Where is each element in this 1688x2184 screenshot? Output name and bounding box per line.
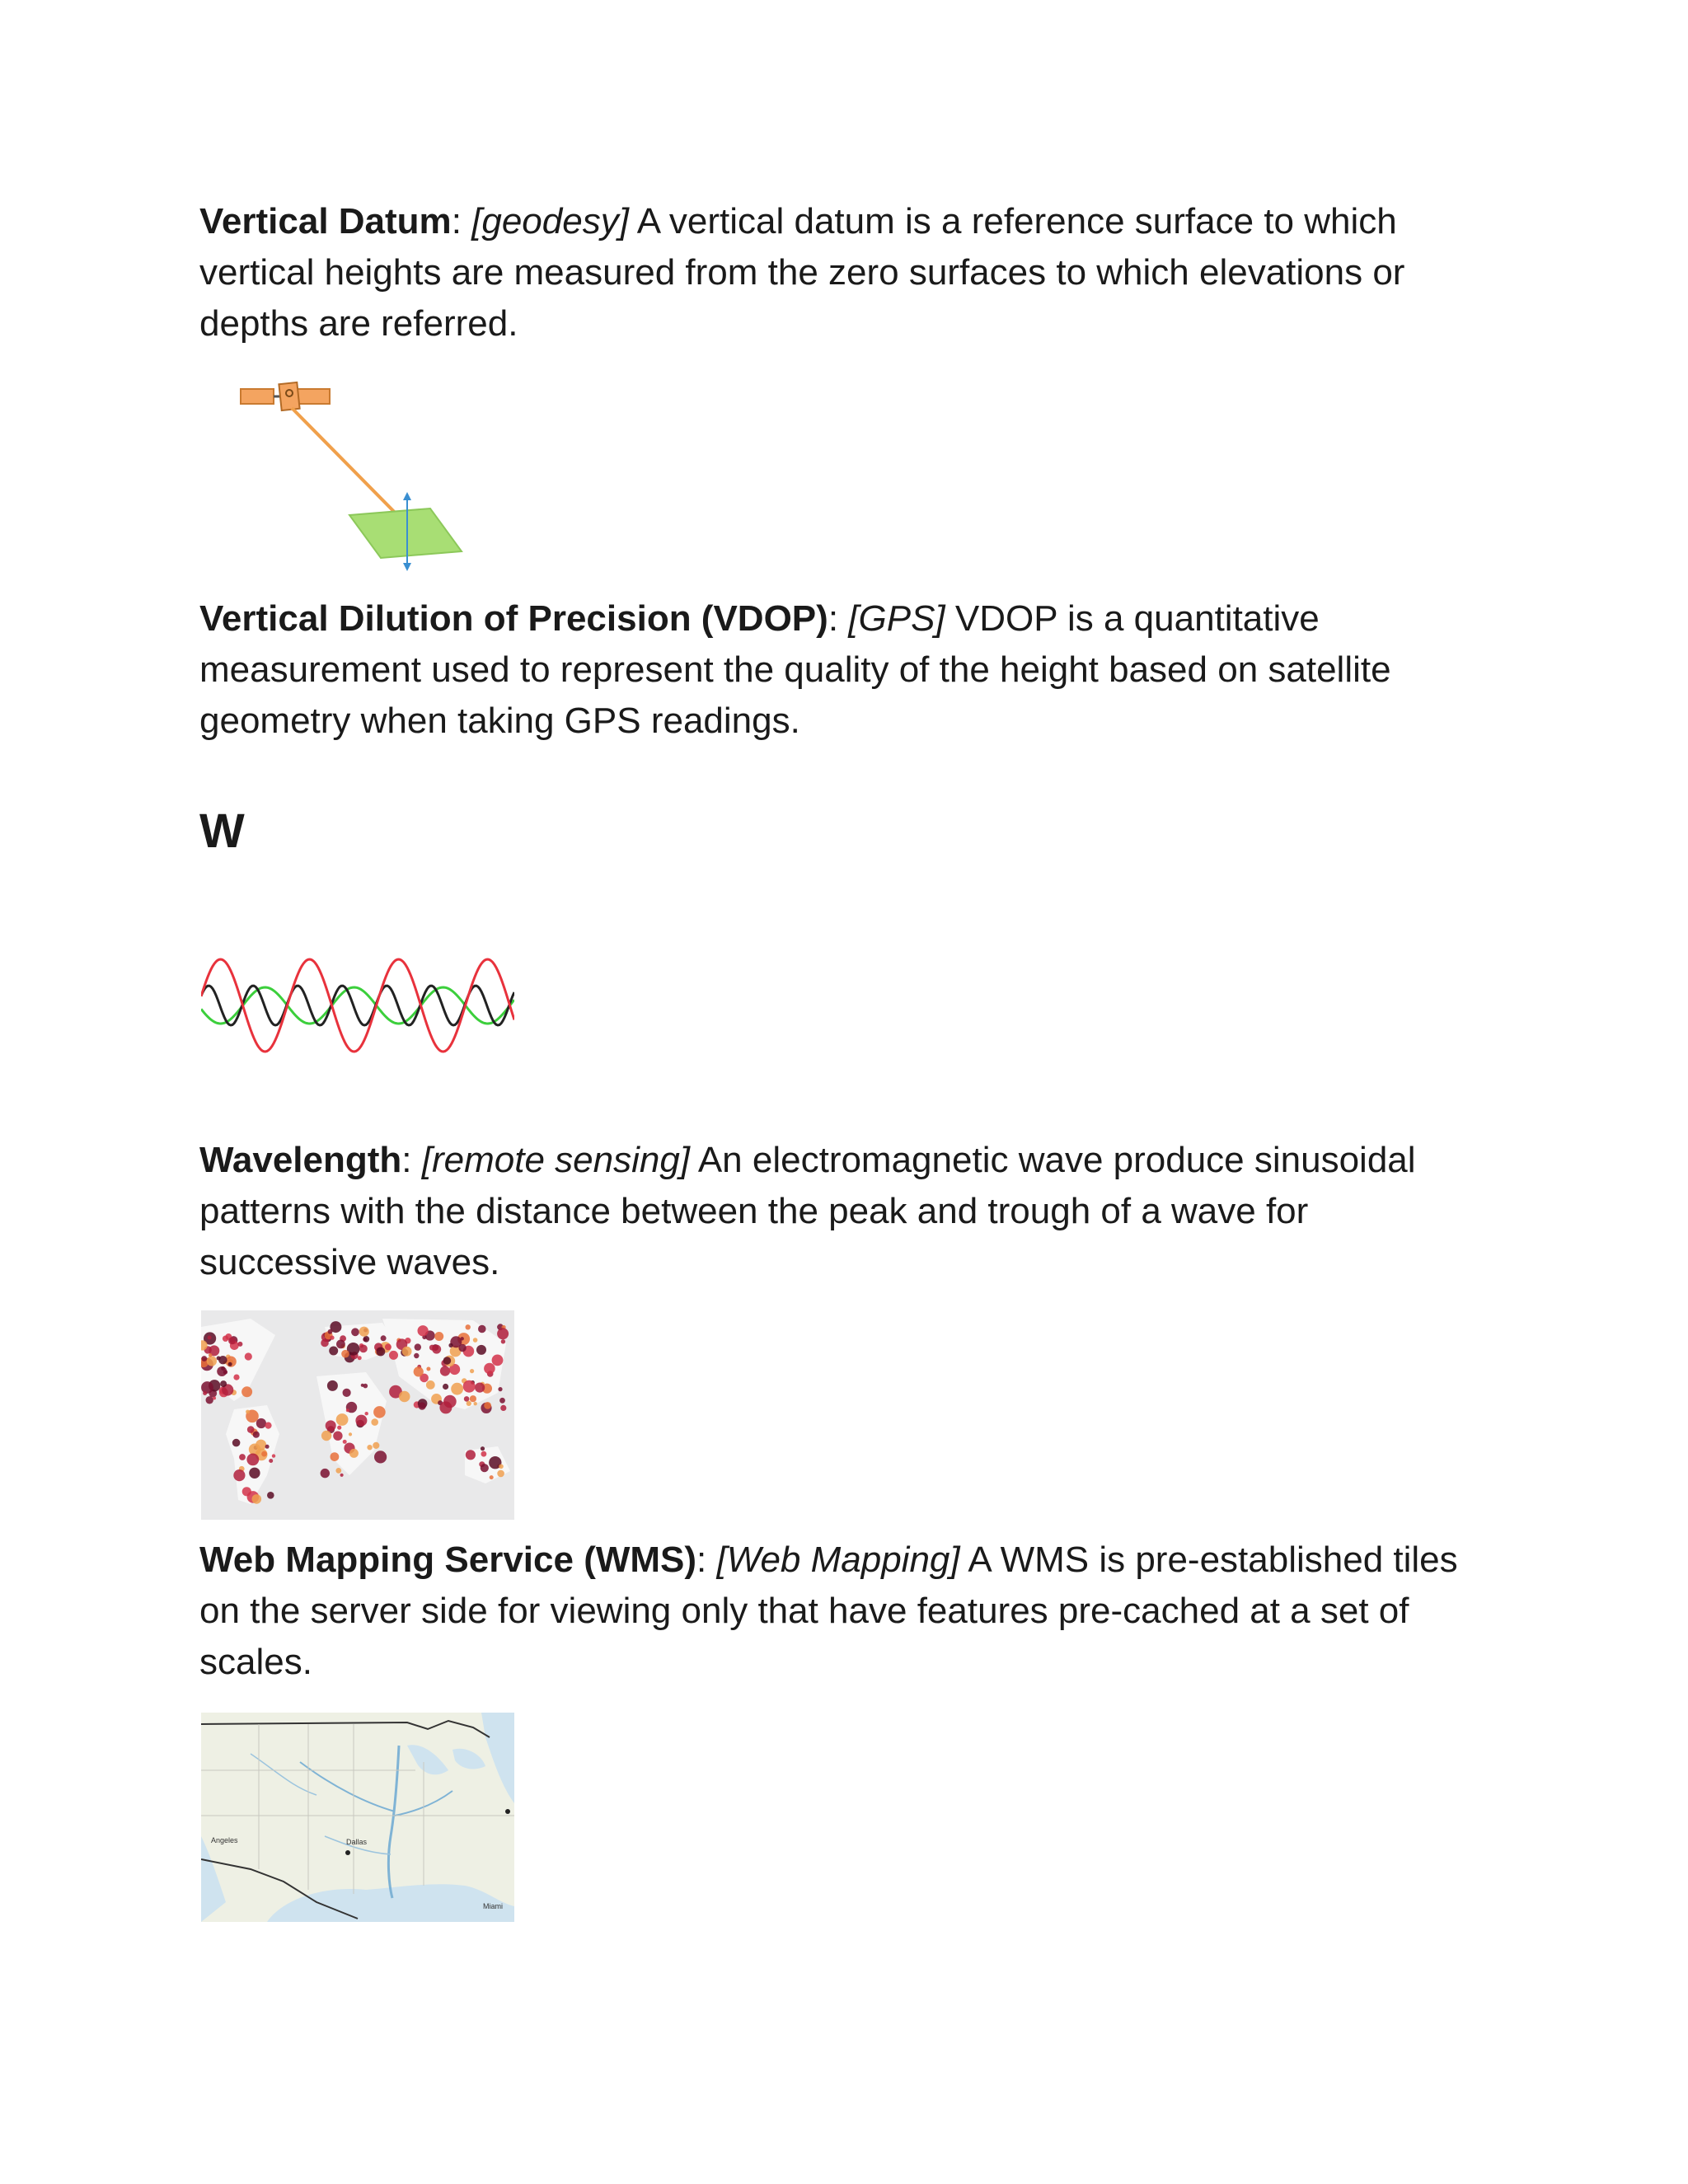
definition-vertical-datum: A vertical datum is a reference surface to which vertical heights are measured from the zero surfaces to which elevations or depths are referred. xyxy=(199,201,1405,344)
category-geodesy: [geodesy] xyxy=(471,201,629,241)
map-dot xyxy=(359,1327,369,1337)
map-dot xyxy=(203,1391,207,1395)
map-dot xyxy=(256,1418,266,1428)
map-dot xyxy=(498,1387,502,1391)
map-dot xyxy=(242,1487,251,1496)
map-dot xyxy=(365,1412,368,1415)
map-dot xyxy=(470,1395,476,1402)
map-dot xyxy=(414,1353,419,1358)
map-dot xyxy=(237,1342,242,1347)
map-dot xyxy=(414,1366,424,1376)
map-dot xyxy=(443,1357,452,1365)
world-dot-map-icon xyxy=(201,1310,514,1520)
map-dot xyxy=(367,1445,372,1450)
map-dot xyxy=(497,1470,504,1478)
map-dot xyxy=(217,1366,227,1376)
map-dot xyxy=(340,1474,344,1477)
map-dot xyxy=(335,1468,341,1474)
map-dot xyxy=(321,1469,330,1478)
map-dot xyxy=(434,1332,443,1341)
map-dot xyxy=(245,1352,252,1360)
map-dot xyxy=(252,1494,262,1504)
entry-vertical-datum xyxy=(199,196,1485,349)
map-dot xyxy=(374,1451,387,1463)
map-dot xyxy=(239,1454,246,1460)
map-dot xyxy=(207,1356,217,1366)
map-dot xyxy=(418,1402,425,1409)
sine-waves-icon xyxy=(201,954,514,1062)
map-dot xyxy=(326,1420,336,1431)
entry-wavelength xyxy=(199,1135,1485,1288)
us-base-map-icon xyxy=(201,1713,514,1922)
map-dot xyxy=(267,1492,274,1499)
map-dot xyxy=(381,1335,387,1341)
map-dot xyxy=(327,1380,338,1391)
map-dot xyxy=(349,1449,359,1458)
map-dot xyxy=(464,1396,470,1402)
map-dot xyxy=(484,1363,495,1375)
map-dot xyxy=(272,1454,275,1457)
definition-wms: A WMS is pre-established tiles on the server side for viewing only that have features pre-cached at a set of scales. xyxy=(199,1540,1458,1682)
map-dot xyxy=(443,1384,448,1390)
map-dot xyxy=(499,1398,505,1404)
category-web-mapping: [Web Mapping] xyxy=(716,1540,960,1580)
map-dot xyxy=(358,1356,362,1360)
map-dot xyxy=(443,1395,457,1408)
term-vdop: Vertical Dilution of Precision (VDOP) xyxy=(199,598,828,639)
section-letter: W xyxy=(199,804,245,858)
map-dot xyxy=(481,1464,489,1472)
map-dot xyxy=(371,1418,378,1426)
map-dot xyxy=(261,1451,267,1457)
map-dot xyxy=(213,1397,216,1400)
map-dot xyxy=(432,1345,441,1354)
map-dot xyxy=(478,1325,486,1333)
map-dot xyxy=(389,1351,398,1360)
map-dot xyxy=(484,1402,491,1409)
map-dot xyxy=(337,1426,341,1430)
map-dot xyxy=(466,1450,476,1460)
map-dot xyxy=(473,1338,478,1343)
map-dot xyxy=(330,1336,334,1340)
term-vertical-datum: Vertical Datum xyxy=(199,201,452,241)
map-dot xyxy=(265,1445,270,1449)
map-dot xyxy=(209,1353,212,1357)
map-dot xyxy=(228,1338,236,1345)
map-dot xyxy=(349,1432,352,1436)
category-remote-sensing: [remote sensing] xyxy=(421,1140,691,1180)
map-dot xyxy=(208,1336,212,1340)
map-label-city-east: Miami xyxy=(483,1902,503,1910)
map-dot xyxy=(220,1380,227,1387)
map-dot xyxy=(218,1356,227,1364)
map-dot xyxy=(426,1367,430,1371)
term-separator: : xyxy=(828,598,849,639)
map-dot xyxy=(233,1375,239,1380)
map-dot xyxy=(328,1329,333,1334)
term-wavelength: Wavelength xyxy=(199,1140,402,1180)
map-dot xyxy=(418,1325,429,1336)
term-wms: Web Mapping Service (WMS) xyxy=(199,1540,697,1580)
map-dot xyxy=(448,1343,452,1347)
map-dot xyxy=(373,1406,386,1418)
map-dot xyxy=(492,1355,504,1366)
map-dot xyxy=(343,1389,351,1397)
map-dot xyxy=(475,1383,485,1393)
map-dot xyxy=(476,1345,486,1355)
satellite-diagram-icon xyxy=(232,375,471,581)
map-dot xyxy=(470,1369,474,1373)
map-dot xyxy=(490,1475,494,1479)
map-dot xyxy=(206,1396,213,1404)
map-dot xyxy=(474,1402,477,1405)
map-dot xyxy=(481,1446,485,1451)
map-dot xyxy=(402,1347,412,1357)
map-dot xyxy=(497,1328,509,1339)
map-dot xyxy=(499,1465,504,1469)
category-gps: [GPS] xyxy=(848,598,945,639)
map-dot xyxy=(377,1347,386,1357)
term-separator: : xyxy=(696,1540,717,1580)
map-dot xyxy=(333,1432,342,1441)
map-dot xyxy=(228,1362,232,1366)
term-separator: : xyxy=(401,1140,422,1180)
map-dot xyxy=(269,1459,273,1463)
map-dot xyxy=(201,1356,207,1361)
map-dot xyxy=(329,1347,338,1356)
map-dot xyxy=(265,1422,271,1429)
entry-wms xyxy=(199,1535,1485,1688)
map-dot xyxy=(232,1439,241,1447)
map-dot xyxy=(415,1343,421,1350)
map-dot xyxy=(223,1336,228,1342)
term-separator: : xyxy=(451,201,472,241)
map-dot xyxy=(500,1405,506,1411)
map-dot xyxy=(463,1380,476,1393)
map-dot xyxy=(341,1350,349,1358)
map-dot xyxy=(247,1426,255,1433)
map-dot xyxy=(331,1452,340,1461)
map-dot xyxy=(458,1344,466,1352)
map-dot xyxy=(363,1384,368,1389)
definition-vdop: VDOP is a quantitative measurement used to represent the quality of the height based on satellite geometry when taking GPS readings. xyxy=(199,598,1391,741)
map-label-city-west: Angeles xyxy=(211,1836,238,1844)
map-dot xyxy=(253,1432,260,1438)
map-dot xyxy=(241,1386,252,1397)
map-dot xyxy=(399,1391,410,1403)
definition-wavelength: An electromagnetic wave produce sinusoidal patterns with the distance between the peak and trough of a wave for successive waves. xyxy=(199,1140,1416,1282)
map-dot xyxy=(373,1442,379,1449)
map-dot xyxy=(233,1469,245,1481)
entry-vdop xyxy=(199,593,1485,747)
map-dot xyxy=(355,1415,367,1427)
map-dot xyxy=(249,1468,260,1479)
map-dot xyxy=(201,1381,213,1394)
map-dot xyxy=(343,1440,347,1444)
map-dot xyxy=(246,1410,250,1414)
map-dot xyxy=(363,1336,370,1343)
map-dot xyxy=(351,1328,359,1336)
map-dot xyxy=(467,1401,471,1406)
map-dot xyxy=(246,1454,259,1466)
map-dot xyxy=(385,1343,392,1350)
map-dot xyxy=(346,1408,349,1412)
map-dot xyxy=(501,1339,505,1343)
map-dot xyxy=(451,1383,463,1395)
map-dot xyxy=(426,1380,435,1390)
map-dot xyxy=(461,1337,464,1340)
map-label-city-center: Dallas xyxy=(346,1838,368,1846)
map-dot xyxy=(359,1345,368,1353)
map-dot xyxy=(440,1366,450,1376)
map-dot xyxy=(336,1413,349,1426)
map-dot xyxy=(336,1340,345,1349)
map-dot xyxy=(321,1431,331,1441)
map-dot xyxy=(481,1451,487,1457)
map-dot xyxy=(466,1324,471,1329)
